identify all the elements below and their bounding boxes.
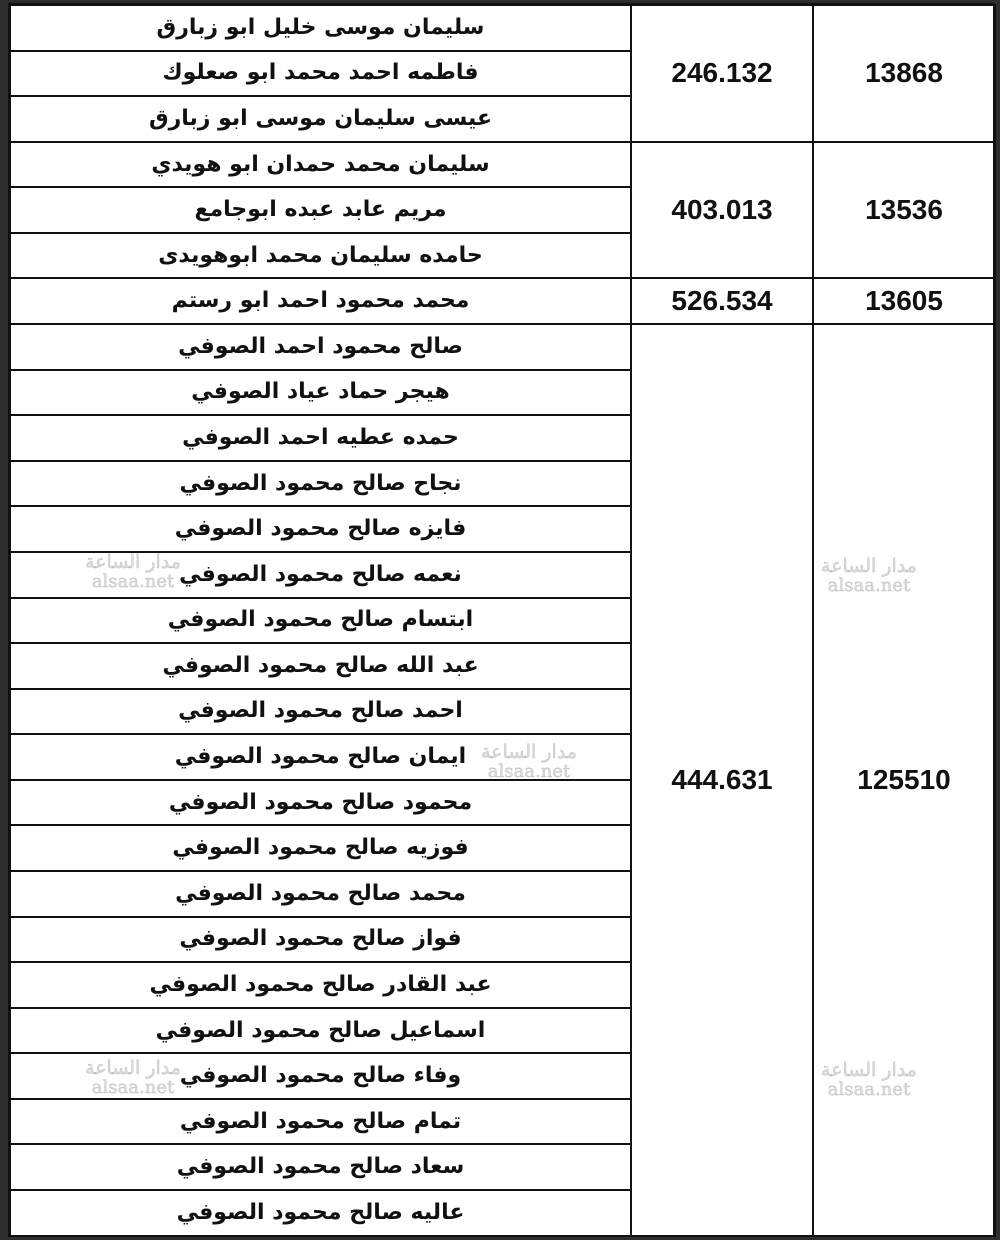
owner-name-cell: سليمان محمد حمدان ابو هويدي <box>10 142 631 188</box>
table-row <box>10 5 995 51</box>
owner-name-cell: ايمان صالح محمود الصوفي <box>10 734 631 780</box>
ownership-table <box>9 4 996 1237</box>
share-value-cell: 246.132 <box>631 5 813 142</box>
share-value-cell: 403.013 <box>631 142 813 279</box>
owner-name-cell: عبد القادر صالح محمود الصوفي <box>10 962 631 1008</box>
owner-name-cell: ابتسام صالح محمود الصوفي <box>10 598 631 644</box>
record-id-cell: 13536 <box>813 142 995 279</box>
owner-name-cell: هيجر حماد عياد الصوفي <box>10 370 631 416</box>
watermark-arabic: مدار الساعة <box>481 741 577 763</box>
owner-name-cell: اسماعيل صالح محمود الصوفي <box>10 1008 631 1054</box>
owner-name-cell: سليمان موسى خليل ابو زبارق <box>10 5 631 51</box>
owner-name-cell: فاطمه احمد محمد ابو صعلوك <box>10 51 631 97</box>
record-id-cell: 13868 <box>813 5 995 142</box>
watermark-latin: alsaa.net <box>827 1079 911 1100</box>
owner-name-cell: احمد صالح محمود الصوفي <box>10 689 631 735</box>
owner-name-cell: محمد صالح محمود الصوفي <box>10 871 631 917</box>
owner-name-cell: محمود صالح محمود الصوفي <box>10 780 631 826</box>
table-container <box>8 3 994 1237</box>
watermark-arabic: مدار الساعة <box>85 551 181 573</box>
watermark-latin: alsaa.net <box>91 1077 175 1098</box>
owner-name-cell: عبد الله صالح محمود الصوفي <box>10 643 631 689</box>
share-value-cell: 526.534 <box>631 278 813 324</box>
owner-name-cell: سعاد صالح محمود الصوفي <box>10 1144 631 1190</box>
watermark-arabic: مدار الساعة <box>85 1057 181 1079</box>
owner-name-cell: حامده سليمان محمد ابوهويدى <box>10 233 631 279</box>
owner-name-cell: محمد محمود احمد ابو رستم <box>10 278 631 324</box>
record-id-cell: 125510 <box>813 324 995 1236</box>
owner-name-cell: فواز صالح محمود الصوفي <box>10 917 631 963</box>
owner-name-cell: نجاح صالح محمود الصوفي <box>10 461 631 507</box>
watermark-arabic: مدار الساعة <box>821 1059 917 1081</box>
owner-name-cell: وفاء صالح محمود الصوفي <box>10 1053 631 1099</box>
owner-name-cell: صالح محمود احمد الصوفي <box>10 324 631 370</box>
owner-name-cell: حمده عطيه احمد الصوفي <box>10 415 631 461</box>
watermark-latin: alsaa.net <box>487 761 571 782</box>
watermark-arabic: مدار الساعة <box>821 555 917 577</box>
table-row <box>10 324 995 370</box>
watermark-latin: alsaa.net <box>91 571 175 592</box>
table-row <box>10 278 995 324</box>
record-id-cell: 13605 <box>813 278 995 324</box>
owner-name-cell: فايزه صالح محمود الصوفي <box>10 506 631 552</box>
share-value-cell: 444.631 <box>631 324 813 1236</box>
owner-name-cell: نعمه صالح محمود الصوفي <box>10 552 631 598</box>
watermark-latin: alsaa.net <box>827 575 911 596</box>
owner-name-cell: عاليه صالح محمود الصوفي <box>10 1190 631 1236</box>
owner-name-cell: عيسى سليمان موسى ابو زبارق <box>10 96 631 142</box>
table-body <box>10 5 995 1236</box>
owner-name-cell: فوزيه صالح محمود الصوفي <box>10 825 631 871</box>
owner-name-cell: تمام صالح محمود الصوفي <box>10 1099 631 1145</box>
table-row <box>10 142 995 188</box>
owner-name-cell: مريم عابد عبده ابوجامع <box>10 187 631 233</box>
